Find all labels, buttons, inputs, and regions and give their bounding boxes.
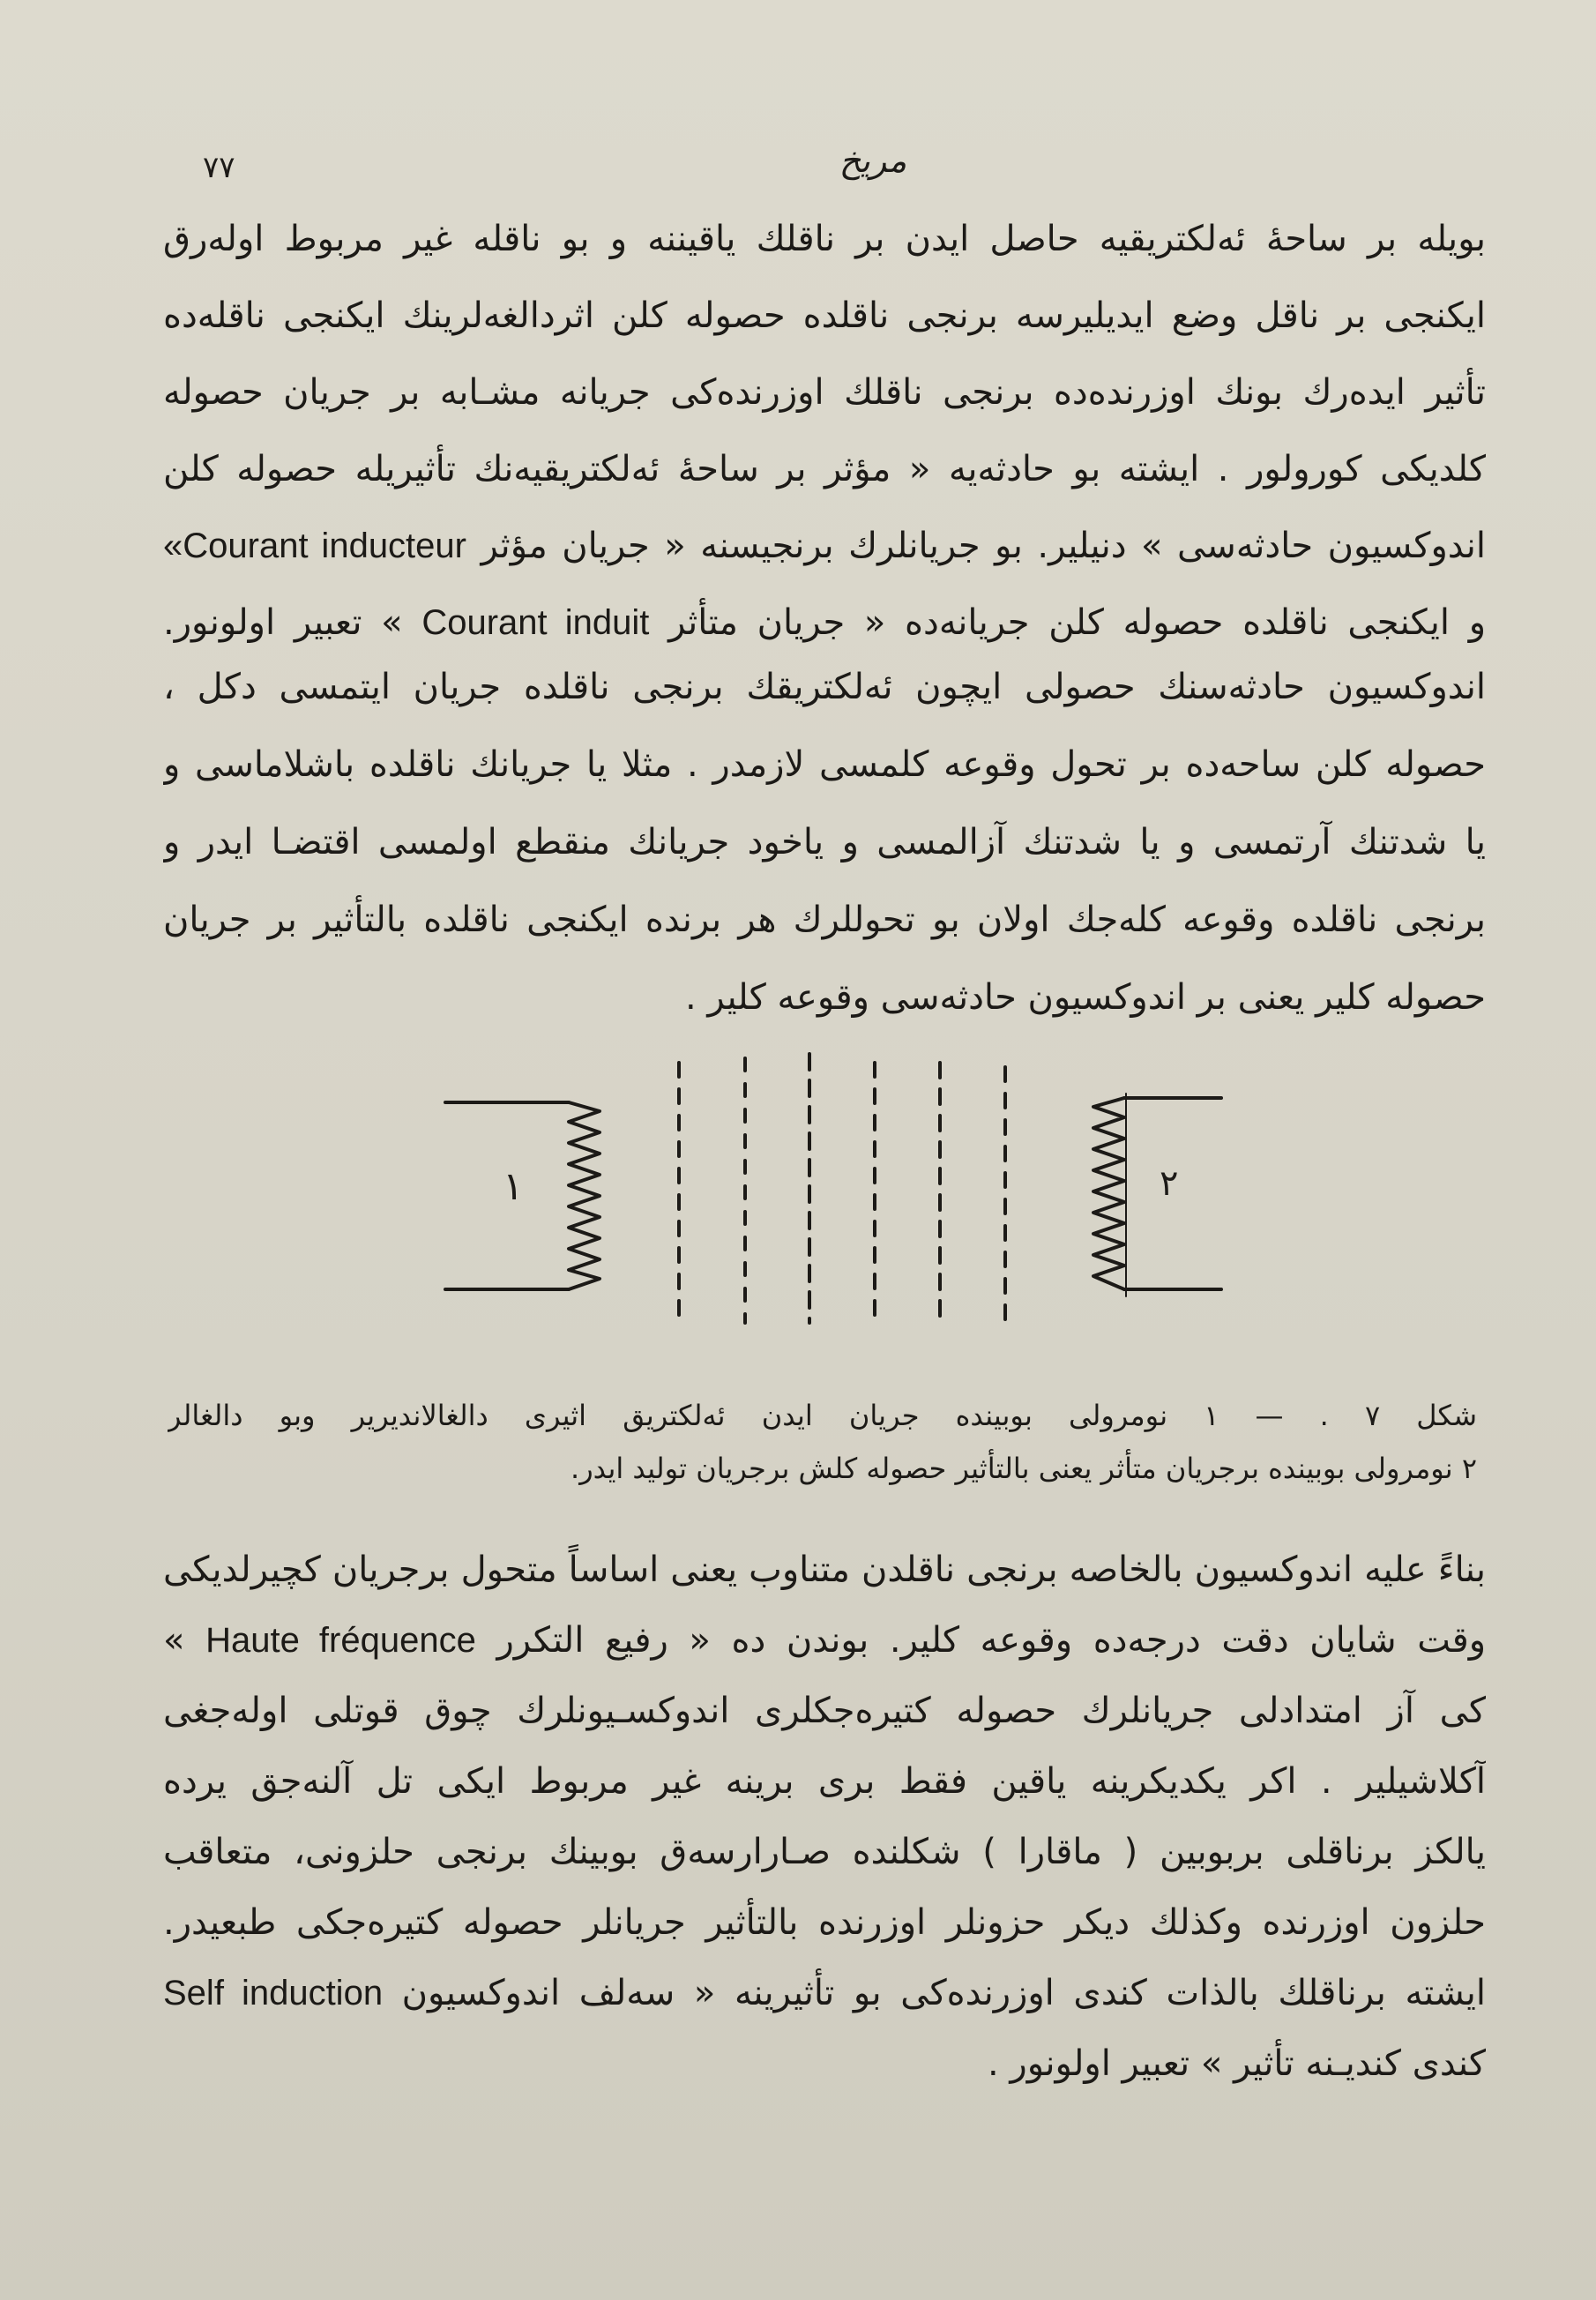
text-line: بويله بر ساحهٔ ئەلكتريقيه حاصل ايدن بر ناقلك ياقيننه و بو ناقله غير مربوط اولەرق bbox=[163, 219, 1486, 259]
caption-line: شكل ٧ . — ١ نومرولى بوبينده جريان ايدن ئەلكتريق اثيرى دالغالانديرير وبو دالغالر bbox=[168, 1399, 1477, 1432]
figure-caption bbox=[168, 1389, 1477, 1495]
text-line: كندى كنديـنه تأثير » تعبير اولونور . bbox=[988, 2043, 1486, 2084]
page-header bbox=[176, 141, 1473, 203]
text-line: يالكز برناقلى بربوبين ( ماقارا ) شكلنده صـارارسەق بوبينك برنجى حلزونى، متعاقب bbox=[163, 1832, 1486, 1872]
text-segment: ايشته برناقلك بالذات كندى اوزرندەكى بو تأثيرينه « سەلف اندوكسيون bbox=[383, 1973, 1486, 2013]
text-segment: اندوكسيون حادثەسى » دنيلير. بو جريانلرك برنجيسنه « جريان مؤثر bbox=[466, 526, 1486, 566]
text-line: بناءً عليه اندوكسيون بالخاصه برنجى ناقلدن متناوب يعنى اساساً متحول برجريان كچيرلديكى bbox=[163, 1550, 1486, 1590]
text-line: ايكنجى بر ناقل وضع ايديليرسه برنجى ناقلده حصوله كلن اثردالغەلرينك ايكنجى ناقلەدە bbox=[163, 295, 1486, 336]
text-line: يا شدتنك آرتمسى و يا شدتنك آزالمسى و ياخود جريانك منقطع اولمسى اقتضـا ايدر و bbox=[163, 822, 1486, 862]
coil-label-2: ٢ bbox=[1160, 1163, 1179, 1204]
text-line: كلديكى كورولور . ايشته بو حادثەيه « مؤثر بر ساحهٔ ئەلكتريقيەنك تأثيريله حصوله كلن bbox=[163, 449, 1486, 489]
text-line: حصوله كلير يعنى بر اندوكسيون حادثەسى وقوعه كلير . bbox=[684, 977, 1486, 1018]
text-line bbox=[163, 1958, 1486, 2028]
left-coil bbox=[569, 1102, 600, 1289]
paragraph-3 bbox=[163, 1535, 1486, 2099]
latin-term: «Courant inducteur bbox=[163, 526, 466, 565]
coil-label-1: ١ bbox=[503, 1164, 524, 1209]
paragraph-1 bbox=[163, 201, 1486, 661]
paragraph-2 bbox=[163, 648, 1486, 1036]
text-line: كى آز امتدادلى جريانلرك حصوله كتيرەجكلرى اندوكسـيونلرك چوق قوتلى اولەجغى bbox=[163, 1691, 1486, 1731]
latin-term: Haute fréquence bbox=[205, 1621, 476, 1660]
latin-term: Courant induit bbox=[421, 603, 650, 642]
page-number: ٧٧ bbox=[203, 150, 235, 185]
caption-line: ٢ نومرولى بوبينده برجريان متأثر يعنى بالتأثير حصوله كلش برجريان توليد ايدر. bbox=[571, 1452, 1477, 1485]
right-coil bbox=[1093, 1098, 1124, 1289]
text-line: آكلاشيلير . اكر يكديكرينه ياقين فقط برى برينه غير مربوط ايكى تل آلنەجق يردە bbox=[163, 1761, 1486, 1802]
text-line: تأثير ايدەرك بونك اوزرندەدە برنجى ناقلك اوزرندەكى جريانه مشـابه بر جريان حصوله bbox=[163, 372, 1486, 413]
text-line: برنجى ناقلده وقوعه كلەجك اولان بو تحوللرك هر برنده ايكنجى ناقلده بالتأثير بر جريان bbox=[163, 900, 1486, 940]
latin-term: Self induction bbox=[163, 1974, 384, 2012]
text-line: اندوكسيون حادثەسنك حصولى ايچون ئەلكتريقك برنجى ناقلده جريان ايتمسى دكل ، bbox=[163, 667, 1486, 707]
text-line bbox=[163, 1605, 1486, 1676]
running-head: مريخ bbox=[839, 141, 907, 180]
text-segment: » تعبير اولونور. bbox=[163, 602, 422, 643]
text-segment: وقت شايان دقت درجەدە وقوعه كلير. بوندن دە « رفيع التكرر bbox=[475, 1620, 1486, 1661]
text-segment: و ايكنجى ناقلده حصوله كلن جريانەدە « جريان متأثر bbox=[649, 602, 1486, 643]
text-line bbox=[163, 508, 1486, 585]
text-segment: » bbox=[163, 1620, 206, 1661]
text-line: حصوله كلن ساحەدە بر تحول وقوعه كلمسى لازمدر . مثلا يا جريانك ناقلده باشلاماسى و bbox=[163, 744, 1486, 785]
induction-coils-figure bbox=[423, 1041, 1270, 1340]
text-line: حلزون اوزرندە وكذلك ديكر حزونلر اوزرندە بالتأثير جريانلر حصوله كتيرەجكى طبعيدر. bbox=[163, 1902, 1486, 1943]
